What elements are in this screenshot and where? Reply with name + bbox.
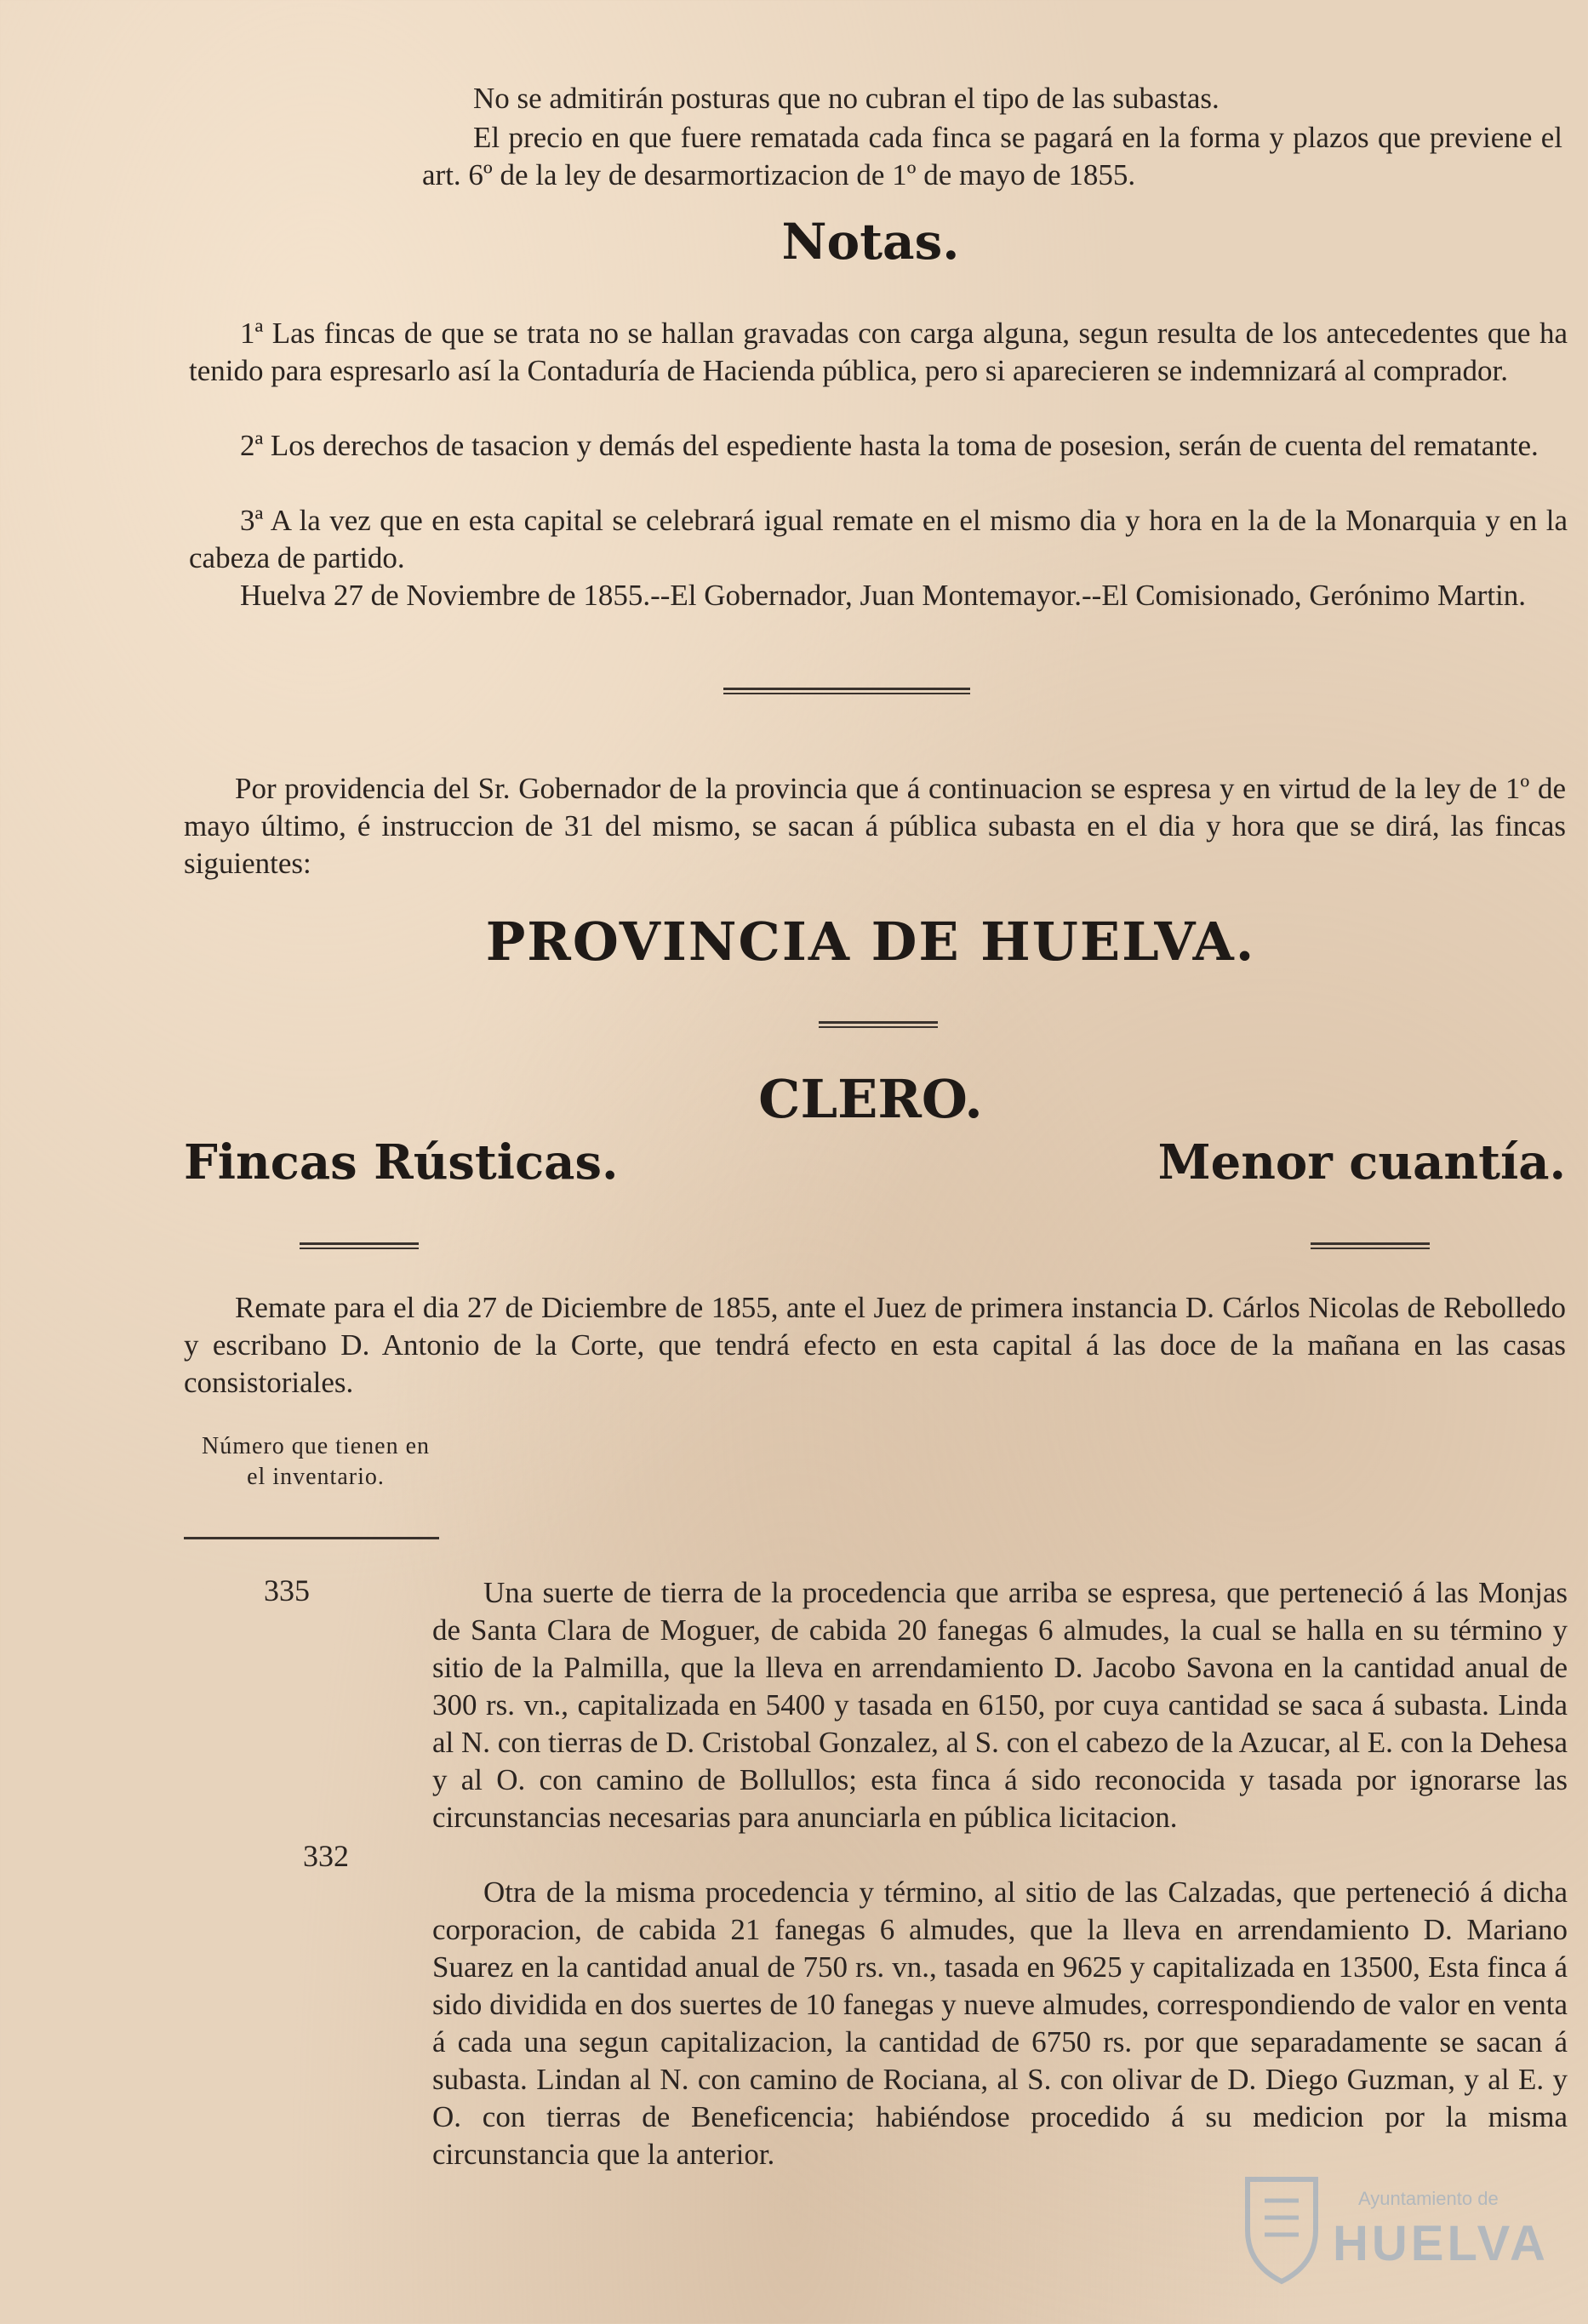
nota-item-3: 3ª A la vez que en esta capital se celebrará igual remate en el mismo dia y hora en la de la Monarquia y en la cabeza de partido.	[189, 504, 1568, 574]
divider-rule	[300, 1242, 419, 1249]
ayuntamiento-huelva-logo	[1231, 2154, 1554, 2298]
inventory-column-header: Número que tienen en el inventario.	[201, 1433, 431, 1490]
nota-signature: Huelva 27 de Noviembre de 1855.--El Gobernador, Juan Montemayor.--El Comisionado, Gerónimo Martin.	[240, 579, 1527, 612]
entry-text: Una suerte de tierra de la procedencia que arriba se espresa, que perteneció á las Monjas de Santa Clara de Moguer, de cabida 20 fanegas 6 almudes, la cual se halla en su término y sitio de la Palmilla, que la lleva en arrendamiento D. Jacobo Savona en la cantidad anual de 300 rs. vn., capitalizada en 5400 y tasada en 6150, por cuya cantidad se saca á subasta. Linda al N. con tierras de D. Cristobal Gonzalez, al S. con el cabezo de la Azucar, al E. con la Dehesa y al O. con camino de Bollullos; esta finca á sido reconocida y tasada por ignorarse las circunstancias necesarias para anunciarla en pública licitacion.	[432, 1576, 1568, 1834]
remate-paragraph: Remate para el dia 27 de Diciembre de 1855, ante el Juez de primera instancia D. Cárlos Nicolas de Rebolledo y escribano D. Antonio de la Corte, que tendrá efecto en esta capital á las doce de la mañana en las casas consistoriales.	[184, 1291, 1566, 1399]
opening-line-2: El precio en que fuere rematada cada finca se pagará en la forma y plazos que previene el art. 6º de la ley de desarmortizacion de 1º de mayo de 1855.	[422, 121, 1562, 191]
divider-rule	[1311, 1242, 1430, 1249]
logo-caption: Ayuntamiento de	[1358, 2188, 1499, 2209]
coat-of-arms-icon	[1248, 2179, 1316, 2281]
nota-item-1: 1ª Las fincas de que se trata no se hallan gravadas con carga alguna, segun resulta de los antecedentes que ha tenido para espresarlo así la Contaduría de Hacienda pública, pero si aparecieren se indemnizará al comprador.	[189, 317, 1568, 387]
province-title: PROVINCIA DE HUELVA.	[485, 911, 1256, 973]
divider-rule	[723, 688, 970, 694]
divider-rule	[819, 1021, 938, 1028]
logo-name: HUELVA	[1333, 2216, 1549, 2271]
column-header-rule	[184, 1537, 439, 1539]
nota-item-2: 2ª Los derechos de tasacion y demás del espediente hasta la toma de posesion, serán de cuenta del rematante.	[240, 429, 1539, 462]
entry-text: Otra de la misma procedencia y término, al sitio de las Calzadas, que perteneció á dicha corporacion, de cabida 21 fanegas 6 almudes, que la lleva en arrendamiento D. Mariano Suarez en la cantidad anual de 750 rs. vn., tasada en 9625 y capitalizada en 13500, Esta finca á sido dividida en dos suertes de 10 fanegas y nueve almudes, correspondiendo de valor en venta á cada una segun capitalizacion, la cantidad de 6750 rs. por que separadamente se sacan á subasta. Lindan al N. con camino de Rociana, al S. con olivar de D. Diego Guzman, y al E. y O. con tierras de Beneficencia; habiéndose procedido á su medicion por la misma circunstancia que la anterior.	[432, 1876, 1568, 2171]
notas-title: Notas.	[781, 213, 960, 271]
opening-line-1: No se admitirán posturas que no cubran el tipo de las subastas.	[473, 82, 1220, 115]
menor-cuantia-subtitle: Menor cuantía.	[1157, 1134, 1566, 1191]
entry-number: 335	[264, 1573, 310, 1607]
fincas-rusticas-subtitle: Fincas Rústicas.	[184, 1134, 619, 1191]
intro-paragraph: Por providencia del Sr. Gobernador de la provincia que á continuacion se espresa y en virtud de la ley de 1º de mayo último, é instruccion de 31 del mismo, se sacan á pública subasta en el dia y hora que se dirá, las fincas siguientes:	[184, 772, 1566, 880]
clero-title: CLERO.	[758, 1068, 983, 1130]
entry-number: 332	[303, 1839, 349, 1873]
